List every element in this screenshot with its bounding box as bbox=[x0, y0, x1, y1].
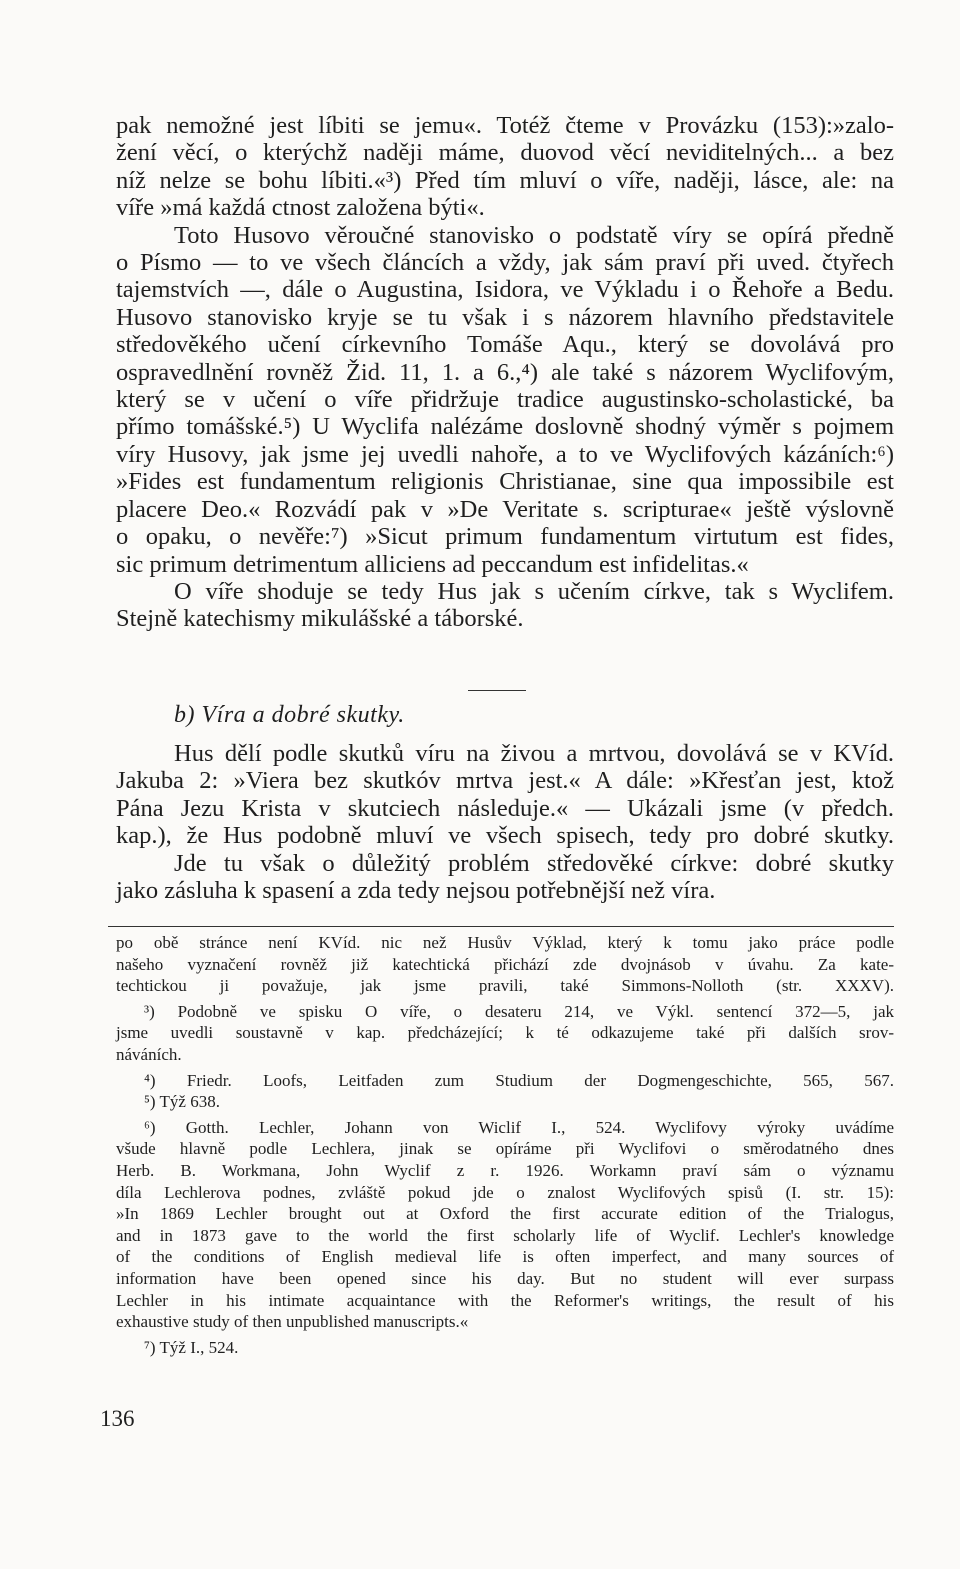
footnotes bbox=[116, 932, 894, 1358]
body-line: sic primum detrimentum alliciens ad peccandum est infidelitas.« bbox=[116, 550, 749, 578]
body-line: středověkého učení církevního Tomáše Aqu., který se dovolává pro bbox=[116, 331, 894, 359]
section-heading: b) Víra a dobré skutky. bbox=[174, 702, 405, 728]
body-line: pak nemožné jest líbiti se jemu«. Totéž čteme v Provázku (153):»zalo- bbox=[116, 112, 894, 139]
body-line: Toto Husovo věroučné stanovisko o podstatě víry se opírá předně bbox=[174, 221, 894, 249]
footnote-line: po obě stránce není KVíd. nic než Husův Výklad, který k tomu jako práce podle bbox=[116, 933, 894, 952]
footnote-line: ⁷) Týž I., 524. bbox=[144, 1337, 239, 1357]
footnote-line: of the conditions of English medieval life is often imperfect, and many sources of bbox=[116, 1247, 894, 1267]
section-line: Jde tu však o důležitý problém středověké církve: dobré skutky bbox=[174, 849, 894, 877]
footnote-line: and in 1873 gave to the world the first scholarly life of Wyclif. Lechler's knowledge bbox=[116, 1225, 894, 1245]
body-line: víře »má každá ctnost založena býti«. bbox=[116, 194, 485, 222]
footnote-separator bbox=[108, 926, 894, 927]
footnote-line: jsme uvedli soustavně v kap. předcházející; k té odkazujeme také při dalších srov- bbox=[116, 1023, 894, 1043]
footnote-line: exhaustive study of then unpublished manuscripts.« bbox=[116, 1312, 469, 1332]
body-line: »Fides est fundamentum religionis Christianae, sine qua impossibile est bbox=[116, 468, 894, 496]
body-text bbox=[116, 112, 894, 633]
body-line: Husovo stanovisko kryje se tu však i s názorem hlavního představitele bbox=[116, 303, 894, 331]
footnote-line: ⁶) Gotth. Lechler, Johann von Wiclif I., 524. Wyclifovy výroky uvádíme bbox=[144, 1117, 894, 1137]
footnote-line: ³) Podobně ve spisku O víře, o desateru 214, ve Výkl. sentencí 372—5, jak bbox=[144, 1001, 894, 1021]
page-number: 136 bbox=[100, 1406, 135, 1431]
body-line: který se v učení o víře přidržuje tradice augustinsko-scholastické, ba bbox=[116, 386, 894, 414]
footnote-line: information have been opened since his day. But no student will ever surpass bbox=[116, 1268, 894, 1288]
footnote-line: našeho vyznačení rovněž již katechtická přichází zde dvojnásob v úvahu. Za kate- bbox=[116, 954, 894, 974]
body-line: níž nelze se bohu líbiti.«³) Před tím mluví o víře, naději, lásce, ale: na bbox=[116, 166, 894, 194]
body-line: ospravedlnění rovněž Žid. 11, 1. a 6.,⁴) ale také s názorem Wyclifovým, bbox=[116, 358, 894, 386]
body-line: přímo tomášské.⁵) U Wyclifa nalézáme doslovně shodný výměr s pojmem bbox=[116, 413, 894, 441]
section-divider bbox=[468, 690, 526, 691]
section-line: Hus dělí podle skutků víru na živou a mrtvou, dovolává se v KVíd. bbox=[174, 740, 894, 767]
footnote-line: ⁴) Friedr. Loofs, Leitfaden zum Studium der Dogmengeschichte, 565, 567. bbox=[144, 1070, 894, 1090]
body-line: tajemstvích —, dále o Augustina, Isidora, ve Výkladu i o Řehoře a Bedu. bbox=[116, 276, 894, 304]
body-line: O víře shoduje se tedy Hus jak s učením církve, tak s Wyclifem. bbox=[174, 577, 894, 605]
body-line: žení věcí, o kterýchž naději máme, duovod věcí neviditelných... a bez bbox=[116, 139, 894, 167]
body-line: placere Deo.« Rozvádí pak v »De Veritate s. scripturae« ještě výslovně bbox=[116, 495, 894, 523]
body-line: víry Husovy, jak jsme jej uvedli nahoře, a to ve Wyclifových kázáních:⁶) bbox=[116, 440, 894, 468]
section-line: Pána Jezu Krista v skutciech následuje.« — Ukázali jsme (v předch. bbox=[116, 794, 894, 822]
section-line: kap.), že Hus podobně mluví ve všech spisech, tedy pro dobré skutky. bbox=[116, 822, 894, 850]
footnote-line: díla Lechlerova podnes, zvláště pokud jde o znalost Wyclifových spisů (I. str. 15): bbox=[116, 1182, 894, 1202]
section-text bbox=[116, 740, 894, 904]
footnote-line: ⁵) Týž 638. bbox=[144, 1092, 220, 1112]
body-line: o Písmo — to ve všech článcích a vždy, jak sám praví při uved. čtyřech bbox=[116, 249, 894, 277]
footnote-line: všude hlavně podle Lechlera, jinak se opíráme při Wyclifovi o směrodatného dnes bbox=[116, 1139, 894, 1159]
footnote-line: »In 1869 Lechler brought out at Oxford the first accurate edition of the Trialogus, bbox=[116, 1204, 894, 1224]
body-line: o opaku, o nevěře:⁷) »Sicut primum fundamentum virtutum est fides, bbox=[116, 523, 894, 551]
section-line: Jakuba 2: »Viera bez skutkóv mrtva jest.« A dále: »Křesťan jest, ktož bbox=[116, 767, 894, 795]
footnote-line: náváních. bbox=[116, 1044, 182, 1064]
footnote-line: Lechler in his intimate acquaintance with the Reformer's writings, the result of his bbox=[116, 1290, 894, 1310]
body-line: Stejně katechismy mikulášské a táborské. bbox=[116, 605, 524, 633]
footnote-line: techtickou ji považuje, jak jsme pravili, také Simmons-Nolloth (str. XXXV). bbox=[116, 976, 894, 996]
section-line: jako zásluha k spasení a zda tedy nejsou potřebnější než víra. bbox=[116, 877, 716, 905]
footnote-line: Herb. B. Workmana, John Wyclif z r. 1926. Workamn praví sám o významu bbox=[116, 1160, 894, 1180]
